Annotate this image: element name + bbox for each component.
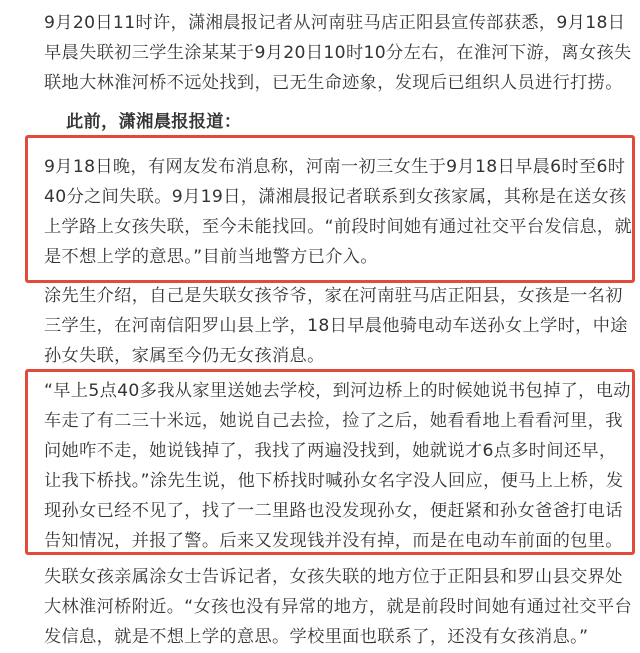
paragraph-grandfather-quote: “早上5点40多我从家里送她去学校，到河边桥上的时候她说书包掉了，电动车走了有二三十米远，她说自己去捡，捡了之后，她看看地上看看河里，我问她咋不走，她说钱掉了，我找了两遍没找到，她就说才6点多时间还早，让我下桥找。”涂先生说，他下桥找时喊孙女名字没人回应，便马上上桥，发现孙女已经不见了，找了一二里路也没发现孙女，便赶紧和孙女爸爸打电话告知情况，并报了警。后来又发现钱并没有掉，而是在电动车前面的包里。 — [44, 381, 631, 551]
paragraph-relative-statement: 失联女孩亲属涂女士告诉记者，女孩失联的地方位于正阳县和罗山县交界处大林淮河桥附近。“女孩也没有异常的地方，就是前段时间她有通过社交平台发信息，就是不想上学的意思。学校里面也联系了，还没有女孩消息。” — [44, 567, 632, 647]
paragraph-grandfather-intro: 涂先生介绍，自己是失联女孩爷爷，家在河南驻马店正阳县，女孩是一名初三学生，在河南信阳罗山县上学，18日早晨他骑电动车送孙女上学时，中途孙女失联，家属至今仍无女孩消息。 — [44, 286, 628, 366]
paragraph-update: 9月20日11时许，潇湘晨报记者从河南驻马店正阳县宣传部获悉，9月18日早晨失联初三学生涂某某于9月20日10时10分左右，在淮河下游，离女孩失联地大林淮河桥不远处找到，已无生命迹象，发现后已组织人员进行打捞。 — [44, 13, 632, 93]
paragraph-missing-report: 9月18日晚，有网友发布消息称，河南一初三女生于9月18日早晨6时至6时40分之间失联。9月19日，潇湘晨报记者联系到女孩家属，其称是在送女孩上学路上女孩失联，至今未能找回。“前段时间她有通过社交平台发信息，就是不想上学的意思。”目前当地警方已介入。 — [44, 157, 632, 267]
paragraph-previous-report-heading: 此前，潇湘晨报报道： — [66, 112, 242, 132]
